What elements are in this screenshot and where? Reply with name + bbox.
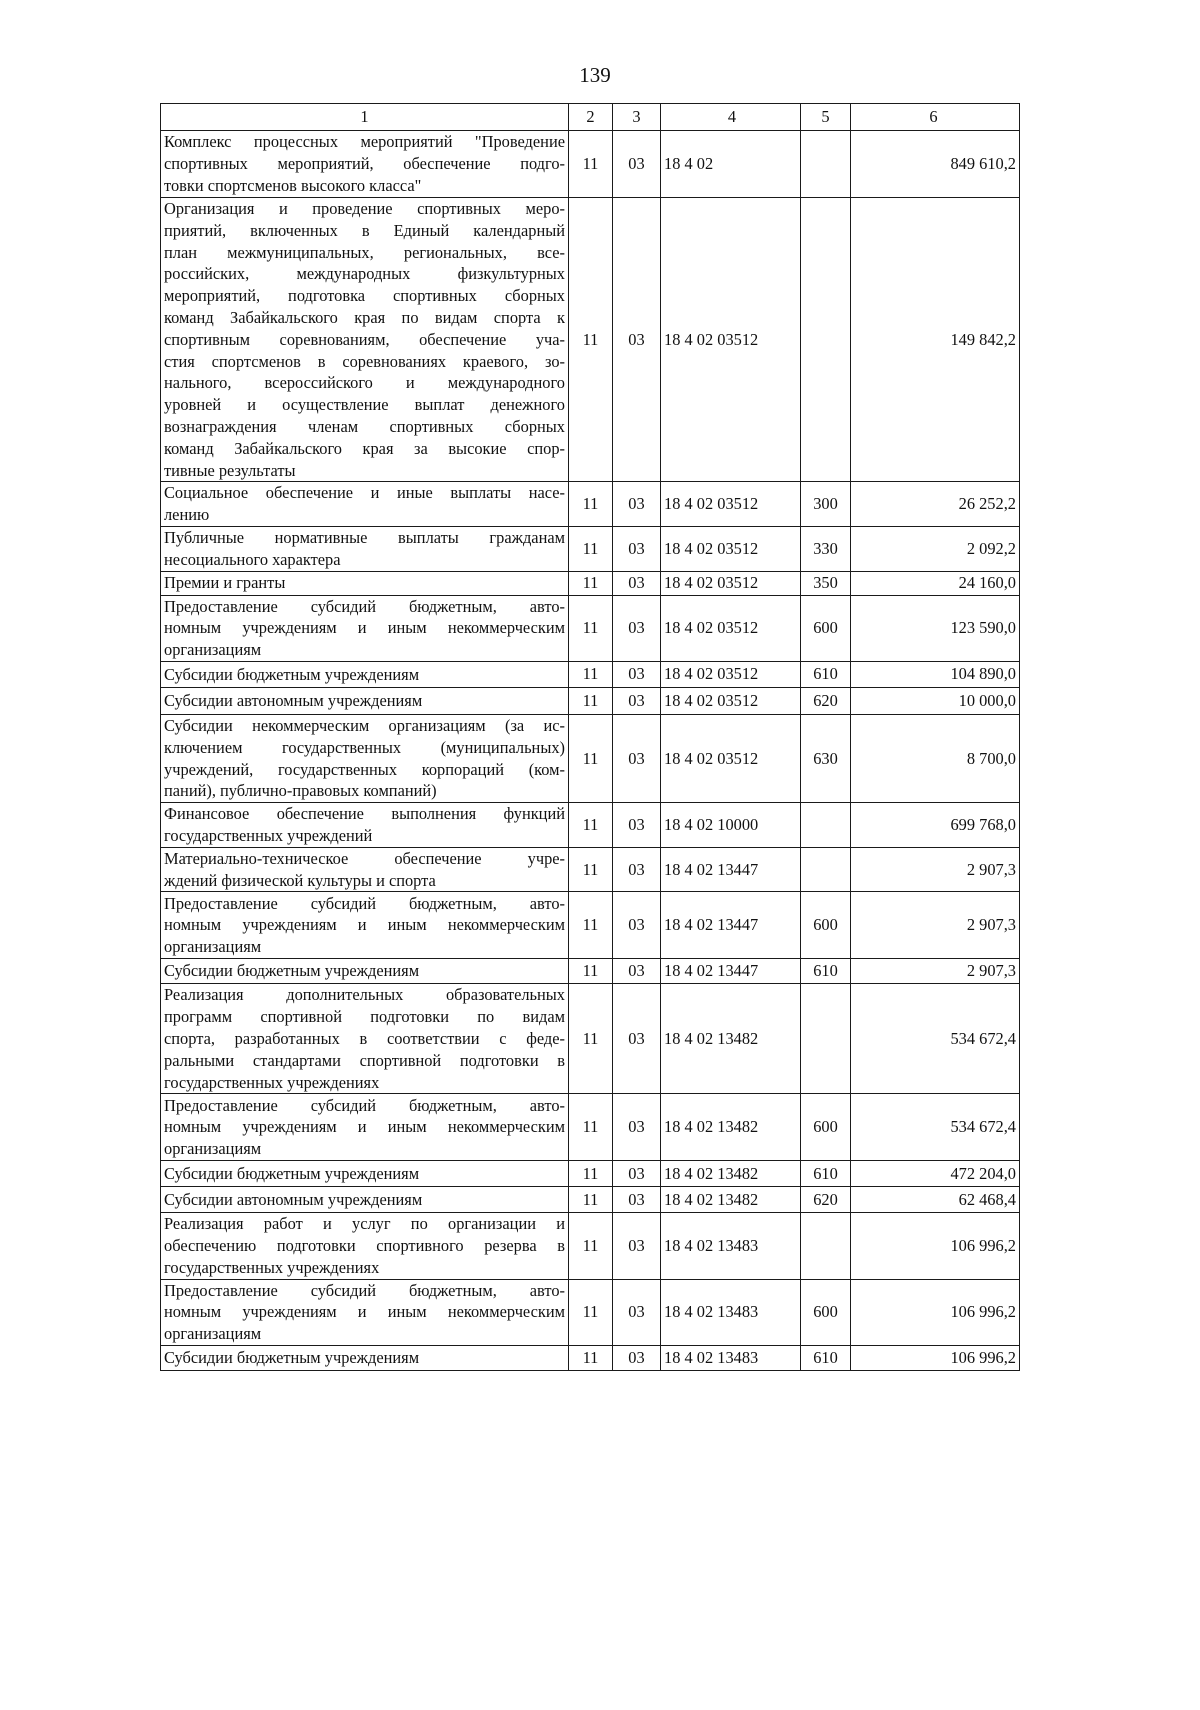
description-line: план межмуниципальных, региональных, все- (164, 242, 565, 262)
description-line: паний), публично-правовых компаний) (164, 781, 437, 801)
row-description (161, 1346, 569, 1371)
row-description (161, 1213, 569, 1279)
expense-type-code: 610 (801, 959, 851, 984)
target-article-code: 18 4 02 (661, 131, 801, 198)
description-line: Социальное обеспечение и иные выплаты насе- (164, 483, 565, 503)
description-line: номным учреждениям и иным некоммерческим (164, 618, 565, 638)
subsection-code: 03 (613, 571, 661, 595)
target-article-code: 18 4 02 10000 (661, 803, 801, 848)
column-header-6: 6 (851, 104, 1020, 131)
target-article-code: 18 4 02 03512 (661, 198, 801, 482)
amount: 2 092,2 (851, 526, 1020, 571)
description-line: уровней и осуществление выплат денежного (164, 395, 565, 415)
description-line: команд Забайкальского края по видам спорта к (164, 307, 565, 327)
table-row (161, 803, 1020, 848)
section-code: 11 (569, 1346, 613, 1371)
section-code: 11 (569, 526, 613, 571)
subsection-code: 03 (613, 1161, 661, 1187)
amount: 62 468,4 (851, 1187, 1020, 1213)
subsection-code: 03 (613, 687, 661, 714)
subsection-code: 03 (613, 803, 661, 848)
subsection-code: 03 (613, 1279, 661, 1345)
expense-type-code (801, 847, 851, 892)
description-line: организациям (164, 640, 262, 660)
subsection-code: 03 (613, 131, 661, 198)
description-line: товки спортсменов высокого класса" (164, 175, 422, 195)
subsection-code: 03 (613, 1187, 661, 1213)
target-article-code: 18 4 02 13483 (661, 1279, 801, 1345)
row-description (161, 687, 569, 714)
section-code: 11 (569, 1094, 613, 1161)
page-number: 139 (579, 63, 611, 87)
column-header-4: 4 (661, 104, 801, 131)
description-line: ключением государственных (муниципальных) (164, 737, 565, 757)
table-row (161, 714, 1020, 802)
subsection-code: 03 (613, 714, 661, 802)
description-line: Предоставление субсидий бюджетным, авто- (164, 893, 565, 913)
section-code: 11 (569, 1279, 613, 1345)
target-article-code: 18 4 02 13483 (661, 1346, 801, 1371)
description-line: учреждений, государственных корпораций (ком- (164, 759, 565, 779)
target-article-code: 18 4 02 03512 (661, 714, 801, 802)
subsection-code: 03 (613, 847, 661, 892)
section-code: 11 (569, 595, 613, 661)
subsection-code: 03 (613, 984, 661, 1094)
expense-type-code (801, 131, 851, 198)
target-article-code: 18 4 02 13482 (661, 984, 801, 1094)
row-description (161, 1094, 569, 1161)
table-row (161, 847, 1020, 892)
description-line: Предоставление субсидий бюджетным, авто- (164, 596, 565, 616)
description-line: Комплекс процессных мероприятий "Проведение (164, 132, 565, 152)
table-row (161, 1187, 1020, 1213)
row-description (161, 661, 569, 687)
table-row (161, 959, 1020, 984)
expense-type-code: 300 (801, 482, 851, 527)
section-code: 11 (569, 1187, 613, 1213)
section-code: 11 (569, 482, 613, 527)
description-line: стия спортсменов в соревнованиях краевого, зо- (164, 351, 565, 371)
amount: 2 907,3 (851, 892, 1020, 959)
description-line: Субсидии бюджетным учреждениям (164, 664, 420, 684)
table-row (161, 571, 1020, 595)
table-row (161, 1346, 1020, 1371)
table-body (161, 104, 1020, 1371)
description-line: Премии и гранты (164, 573, 286, 593)
description-line: Субсидии автономным учреждениям (164, 1189, 423, 1209)
table-row (161, 1213, 1020, 1279)
expense-type-code (801, 984, 851, 1094)
description-line: Субсидии бюджетным учреждениям (164, 1163, 420, 1183)
section-code: 11 (569, 571, 613, 595)
row-description (161, 714, 569, 802)
table-row (161, 984, 1020, 1094)
description-line: тивные результаты (164, 460, 296, 480)
description-line: Предоставление субсидий бюджетным, авто- (164, 1280, 565, 1300)
expense-type-code: 330 (801, 526, 851, 571)
description-line: ждений физической культуры и спорта (164, 870, 436, 890)
expense-type-code: 610 (801, 1161, 851, 1187)
table-row (161, 131, 1020, 198)
amount: 699 768,0 (851, 803, 1020, 848)
row-description (161, 803, 569, 848)
section-code: 11 (569, 714, 613, 802)
description-line: номным учреждениям и иным некоммерческим (164, 1117, 565, 1137)
description-line: обеспечению подготовки спортивного резерва в (164, 1236, 565, 1256)
description-line: несоциального характера (164, 549, 341, 569)
amount: 106 996,2 (851, 1346, 1020, 1371)
subsection-code: 03 (613, 595, 661, 661)
amount: 8 700,0 (851, 714, 1020, 802)
table-row (161, 526, 1020, 571)
description-line: приятий, включенных в Единый календарный (164, 220, 565, 240)
table-row (161, 198, 1020, 482)
expense-type-code: 600 (801, 892, 851, 959)
subsection-code: 03 (613, 959, 661, 984)
expense-type-code: 600 (801, 595, 851, 661)
target-article-code: 18 4 02 03512 (661, 661, 801, 687)
section-code: 11 (569, 131, 613, 198)
section-code: 11 (569, 892, 613, 959)
description-line: спортивным соревнованиям, обеспечение уча- (164, 329, 565, 349)
subsection-code: 03 (613, 1213, 661, 1279)
description-line: Публичные нормативные выплаты гражданам (164, 527, 565, 547)
subsection-code: 03 (613, 198, 661, 482)
amount: 534 672,4 (851, 1094, 1020, 1161)
expense-type-code: 600 (801, 1094, 851, 1161)
subsection-code: 03 (613, 892, 661, 959)
row-description (161, 1187, 569, 1213)
section-code: 11 (569, 1213, 613, 1279)
amount: 849 610,2 (851, 131, 1020, 198)
target-article-code: 18 4 02 13447 (661, 892, 801, 959)
row-description (161, 1161, 569, 1187)
section-code: 11 (569, 687, 613, 714)
description-line: ральными стандартами спортивной подготовки в (164, 1050, 565, 1070)
row-description (161, 571, 569, 595)
description-line: Реализация работ и услуг по организации и (164, 1214, 565, 1234)
row-description (161, 526, 569, 571)
amount: 534 672,4 (851, 984, 1020, 1094)
amount: 10 000,0 (851, 687, 1020, 714)
target-article-code: 18 4 02 03512 (661, 482, 801, 527)
description-line: Субсидии бюджетным учреждениям (164, 961, 420, 981)
description-line: лению (164, 505, 210, 525)
expense-type-code (801, 1213, 851, 1279)
table-row (161, 661, 1020, 687)
column-header-5: 5 (801, 104, 851, 131)
header-row (161, 104, 1020, 131)
row-description (161, 131, 569, 198)
row-description (161, 847, 569, 892)
target-article-code: 18 4 02 13482 (661, 1161, 801, 1187)
target-article-code: 18 4 02 03512 (661, 595, 801, 661)
target-article-code: 18 4 02 13482 (661, 1094, 801, 1161)
target-article-code: 18 4 02 03512 (661, 526, 801, 571)
description-line: Предоставление субсидий бюджетным, авто- (164, 1095, 565, 1115)
description-line: спортивных мероприятий, обеспечение подго- (164, 154, 565, 174)
amount: 106 996,2 (851, 1213, 1020, 1279)
table-row (161, 1161, 1020, 1187)
amount: 104 890,0 (851, 661, 1020, 687)
row-description (161, 595, 569, 661)
table-row (161, 595, 1020, 661)
description-line: организациям (164, 937, 262, 957)
amount: 24 160,0 (851, 571, 1020, 595)
column-header-3: 3 (613, 104, 661, 131)
expense-type-code: 620 (801, 687, 851, 714)
description-line: номным учреждениям и иным некоммерческим (164, 915, 565, 935)
description-line: команд Забайкальского края за высокие спор- (164, 438, 565, 458)
row-description (161, 482, 569, 527)
subsection-code: 03 (613, 526, 661, 571)
description-line: российских, международных физкультурных (164, 264, 565, 284)
section-code: 11 (569, 803, 613, 848)
expense-type-code: 610 (801, 1346, 851, 1371)
section-code: 11 (569, 847, 613, 892)
description-line: Организация и проведение спортивных меро- (164, 199, 565, 218)
amount: 2 907,3 (851, 847, 1020, 892)
table-row (161, 687, 1020, 714)
target-article-code: 18 4 02 13483 (661, 1213, 801, 1279)
subsection-code: 03 (613, 661, 661, 687)
section-code: 11 (569, 198, 613, 482)
budget-table (160, 103, 1020, 1371)
description-line: Материально-техническое обеспечение учре- (164, 848, 565, 868)
description-line: Субсидии автономным учреждениям (164, 691, 423, 711)
amount: 2 907,3 (851, 959, 1020, 984)
expense-type-code (801, 198, 851, 482)
subsection-code: 03 (613, 482, 661, 527)
column-header-2: 2 (569, 104, 613, 131)
subsection-code: 03 (613, 1346, 661, 1371)
expense-type-code: 350 (801, 571, 851, 595)
row-description (161, 959, 569, 984)
amount: 123 590,0 (851, 595, 1020, 661)
amount: 26 252,2 (851, 482, 1020, 527)
expense-type-code: 620 (801, 1187, 851, 1213)
description-line: организациям (164, 1139, 262, 1159)
section-code: 11 (569, 661, 613, 687)
target-article-code: 18 4 02 13447 (661, 847, 801, 892)
table-row (161, 482, 1020, 527)
description-line: номным учреждениям и иным некоммерческим (164, 1302, 565, 1322)
expense-type-code (801, 803, 851, 848)
column-header-1: 1 (161, 104, 569, 131)
description-line: организациям (164, 1324, 262, 1344)
table-row (161, 1279, 1020, 1345)
description-line: государственных учреждений (164, 825, 373, 845)
section-code: 11 (569, 959, 613, 984)
row-description (161, 892, 569, 959)
target-article-code: 18 4 02 03512 (661, 571, 801, 595)
expense-type-code: 630 (801, 714, 851, 802)
amount: 106 996,2 (851, 1279, 1020, 1345)
expense-type-code: 600 (801, 1279, 851, 1345)
amount: 472 204,0 (851, 1161, 1020, 1187)
description-line: государственных учреждениях (164, 1257, 380, 1277)
expense-type-code: 610 (801, 661, 851, 687)
description-line: государственных учреждениях (164, 1072, 380, 1092)
section-code: 11 (569, 1161, 613, 1187)
description-line: программ спортивной подготовки по видам (164, 1007, 565, 1027)
description-line: Финансовое обеспечение выполнения функций (164, 804, 565, 824)
description-line: мероприятий, подготовка спортивных сборных (164, 286, 565, 306)
description-line: вознаграждения членам спортивных сборных (164, 416, 565, 436)
section-code: 11 (569, 984, 613, 1094)
target-article-code: 18 4 02 13482 (661, 1187, 801, 1213)
description-line: спорта, разработанных в соответствии с феде- (164, 1028, 565, 1048)
row-description (161, 984, 569, 1094)
target-article-code: 18 4 02 13447 (661, 959, 801, 984)
amount: 149 842,2 (851, 198, 1020, 482)
description-line: нального, всероссийского и международного (164, 373, 565, 393)
description-line: Субсидии бюджетным учреждениям (164, 1348, 420, 1368)
description-line: Субсидии некоммерческим организациям (за ис- (164, 715, 565, 735)
row-description (161, 1279, 569, 1345)
subsection-code: 03 (613, 1094, 661, 1161)
description-line: Реализация дополнительных образовательных (164, 985, 565, 1005)
row-description (161, 198, 569, 482)
target-article-code: 18 4 02 03512 (661, 687, 801, 714)
table-row (161, 892, 1020, 959)
table-row (161, 1094, 1020, 1161)
